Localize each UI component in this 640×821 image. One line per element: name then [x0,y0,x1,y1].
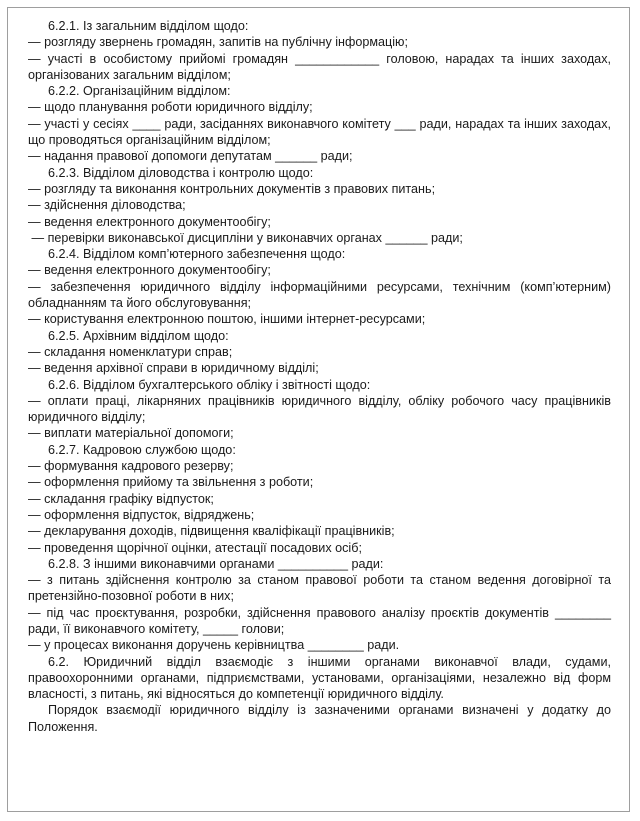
document-page [7,7,630,812]
section-heading-6-2-2: 6.2.2. Організаційним відділом: [48,84,231,99]
list-item: — складання номенклатури справ; [28,344,233,359]
list-item: — розгляду та виконання контрольних документів з правових питань; [28,181,436,196]
list-item: — складання графіку відпусток; [28,491,214,506]
list-item: — користування електронною поштою, іншими інтернет-ресурсами; [28,312,426,327]
list-item: — забезпечення юридичного відділу інформаційними ресурсами, технічним (комп’ютерним) обладнанням та його обслуговування; [28,279,611,311]
list-item: — декларування доходів, підвищення кваліфікації працівників; [28,524,395,539]
list-item: — у процесах виконання доручень керівництва ________ ради. [28,638,400,653]
list-item: — виплати матеріальної допомоги; [28,426,234,441]
list-item: — формування кадрового резерву; [28,459,234,474]
list-item: — з питань здійснення контролю за станом правової роботи та станом ведення договірної та претензійно-позовної роботи в них; [28,573,611,604]
section-heading-6-2-1: 6.2.1. Із загальним відділом щодо: [48,19,249,33]
list-item: — проведення щорічної оцінки, атестації посадових осіб; [28,540,362,555]
list-item: — оплати праці, лікарняних працівників юридичного відділу, обліку робочого часу працівників юридичного відділу; [28,393,611,425]
section-paragraph-6-2: 6.2. Юридичний відділ взаємодіє з іншими органами виконавчої влади, судами, правоохоронними органами, підприємствами, установами, організаціями, незалежно від форм власності, з питань, які відносяться до компетенції юридичного відділу. [28,654,611,702]
list-item: — ведення архівної справи в юридичному відділі; [28,361,319,376]
list-item: — оформлення прийому та звільнення з роботи; [28,475,314,490]
list-item: — ведення електронного документообігу; [28,263,271,278]
list-item: — оформлення відпусток, відряджень; [28,507,255,522]
section-heading-6-2-8: 6.2.8. З іншими виконавчими органами __________ ради: [48,556,384,571]
closing-paragraph: Порядок взаємодії юридичного відділу із зазначеними органами визначені у додатку до Положення. [28,703,611,734]
list-item: — під час проєктування, розробки, здійснення правового аналізу проєктів документів ________ ради, її виконавчого комітету, _____ голови; [28,605,611,636]
list-item: — розгляду звернень громадян, запитів на публічну інформацію; [28,35,409,50]
list-item: — ведення електронного документообігу; [28,214,271,229]
section-heading-6-2-6: 6.2.6. Відділом бухгалтерського обліку і звітності щодо: [48,377,371,392]
list-item: — участі в особистому прийомі громадян ____________ головою, нарадах та інших заходах, організованих загальним відділом; [28,51,611,82]
document-body [28,18,611,735]
list-item: — надання правової допомоги депутатам ______ ради; [28,149,353,164]
section-heading-6-2-3: 6.2.3. Відділом діловодства і контролю щодо: [48,165,314,180]
section-heading-6-2-4: 6.2.4. Відділом комп’ютерного забезпечення щодо: [48,247,346,262]
list-item: — щодо планування роботи юридичного відділу; [28,100,313,115]
section-heading-6-2-7: 6.2.7. Кадровою службою щодо: [48,442,236,457]
list-item: — здійснення діловодства; [28,198,186,213]
section-heading-6-2-5: 6.2.5. Архівним відділом щодо: [48,328,229,343]
list-item: — перевірки виконавської дисципліни у виконавчих органах ______ ради; [28,230,463,245]
list-item: — участі у сесіях ____ ради, засіданнях виконавчого комітету ___ ради, нарадах та інших заходах, що проводяться організаційним відділом; [28,116,611,148]
